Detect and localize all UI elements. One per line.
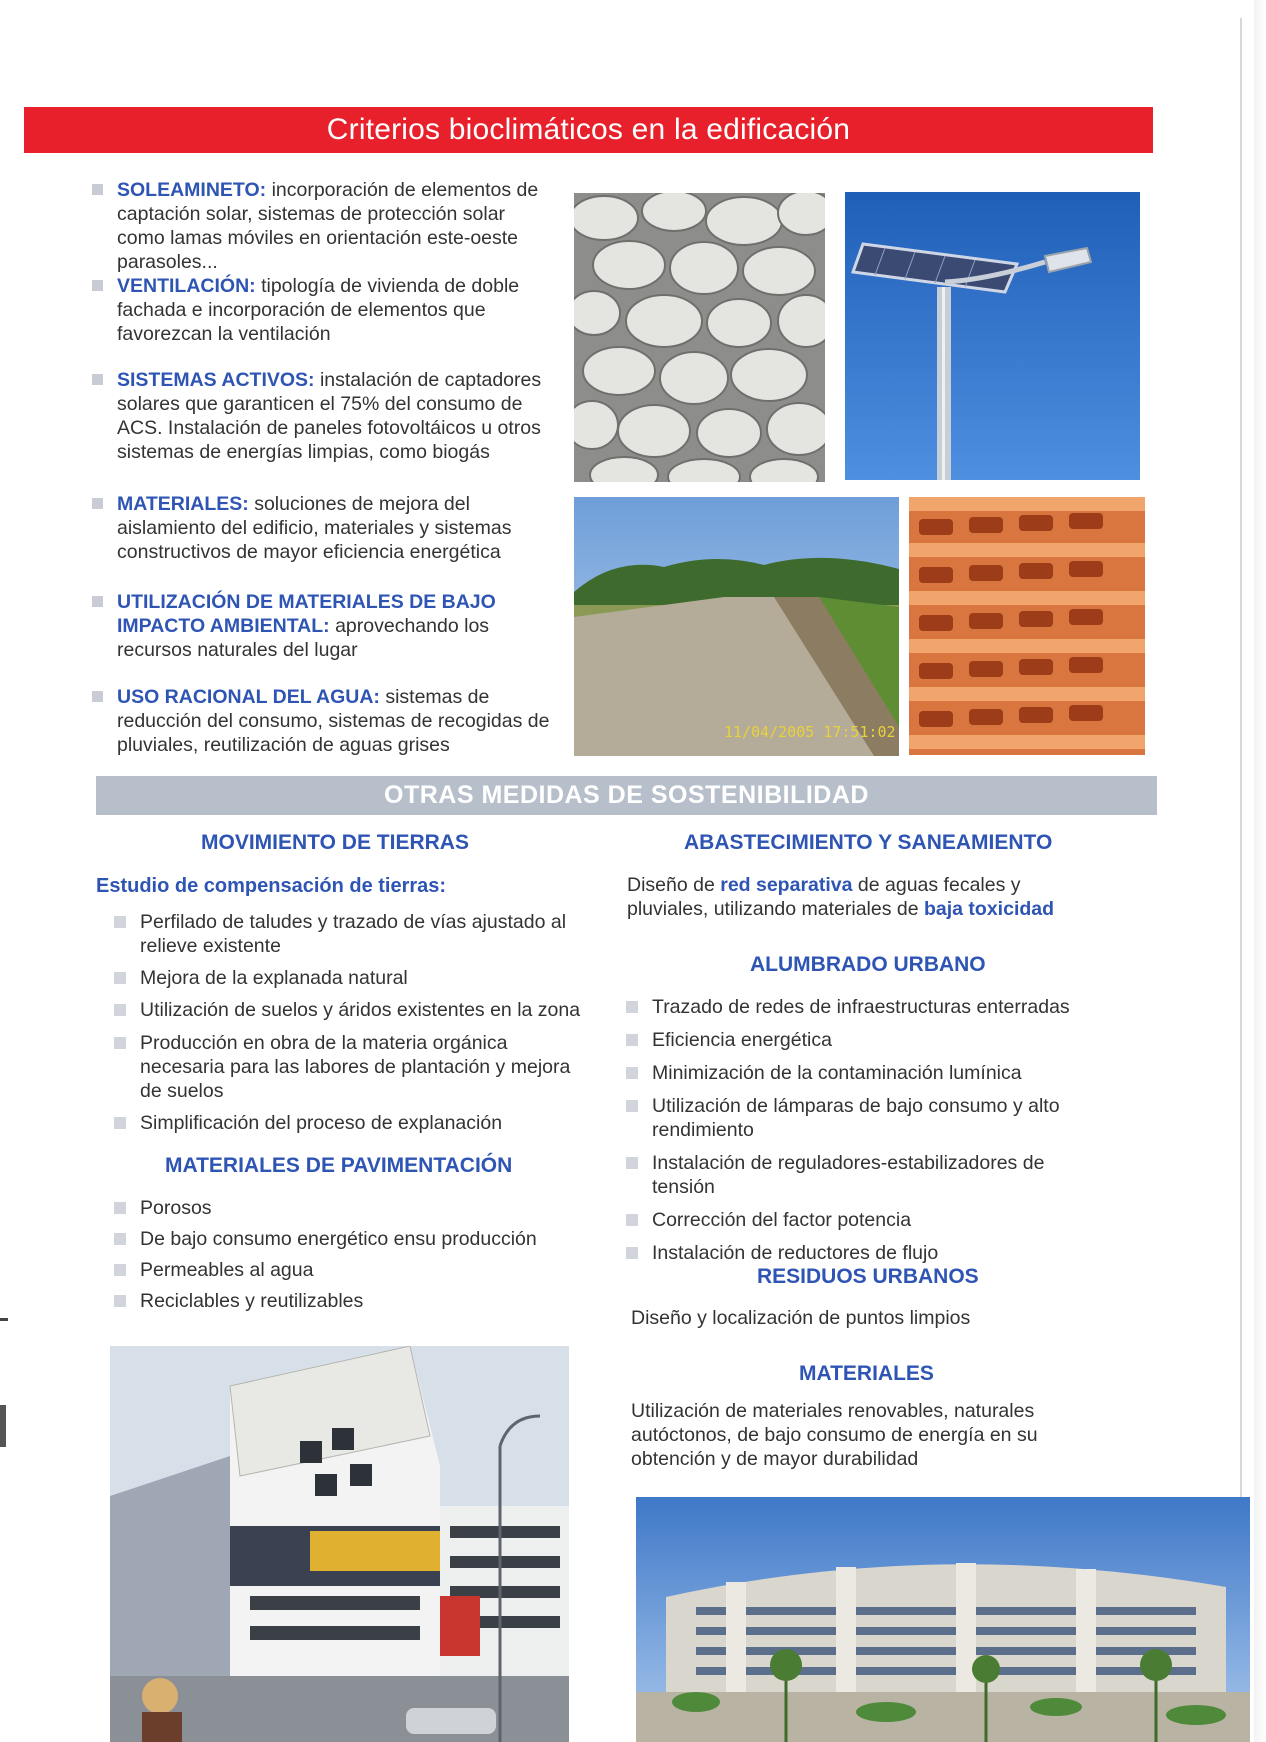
photo-white-stones <box>574 193 825 482</box>
criteria-keyword: USO RACIONAL DEL AGUA: <box>117 686 380 708</box>
scan-mark <box>0 1318 8 1321</box>
keyword-red-separativa: red separativa <box>720 874 853 896</box>
photo-timestamp: 11/04/2005 17:51:02 <box>724 723 896 741</box>
list-item: Porosos <box>114 1196 584 1220</box>
subheading-estudio-compensacion: Estudio de compensación de tierras: <box>96 875 447 897</box>
photo-residential-complex <box>636 1497 1250 1742</box>
photo-solar-streetlight <box>845 192 1140 480</box>
bullet-square-icon <box>92 691 103 702</box>
list-item: Instalación de reguladores-estabilizadores de tensión <box>626 1151 1096 1199</box>
scan-mark <box>0 1405 6 1447</box>
list-item: Producción en obra de la materia orgánica necesaria para las labores de plantación y mejora de suelos <box>114 1031 584 1103</box>
bullet-square-icon <box>626 1034 638 1046</box>
criteria-keyword: SISTEMAS ACTIVOS: <box>117 369 315 391</box>
bullet-square-icon <box>92 596 103 607</box>
bullet-square-icon <box>114 916 126 928</box>
page-title: Criterios bioclimáticos en la edificación <box>24 107 1153 153</box>
criteria-keyword: UTILIZACIÓN DE MATERIALES DE BAJO IMPACTO AMBIENTAL: <box>117 591 496 637</box>
bullet-square-icon <box>626 1247 638 1259</box>
criteria-text: sistemas de reducción del consumo, sistemas de recogidas de pluviales, reutilización de aguas grises <box>117 686 550 756</box>
heading-alumbrado-urbano: ALUMBRADO URBANO <box>750 953 986 976</box>
bullet-square-icon <box>114 1037 126 1049</box>
section-title-band: OTRAS MEDIDAS DE SOSTENIBILIDAD <box>96 776 1157 815</box>
bullet-square-icon <box>114 1233 126 1245</box>
list-item: Utilización de lámparas de bajo consumo y alto rendimiento <box>626 1094 1096 1142</box>
list-item: Reciclables y reutilizables <box>114 1289 584 1313</box>
materiales-text: Utilización de materiales renovables, naturales autóctonos, de bajo consumo de energía en su obtención y de mayor durabilidad <box>631 1400 1038 1470</box>
heading-movimiento-tierras: MOVIMIENTO DE TIERRAS <box>201 831 469 854</box>
bullet-square-icon <box>92 184 103 195</box>
photo-earth-road <box>574 497 899 756</box>
page-edge <box>1240 18 1242 1742</box>
criteria-text: instalación de captadores solares que garanticen el 75% del consumo de ACS. Instalación de paneles fotovoltáicos u otros sistemas de energías limpias, como biogás <box>117 369 542 463</box>
photo-modern-building <box>110 1346 569 1742</box>
criteria-keyword: MATERIALES: <box>117 493 249 515</box>
page-edge-shadow <box>1254 0 1266 1742</box>
photo-clay-bricks <box>909 497 1145 755</box>
list-item: Permeables al agua <box>114 1258 584 1282</box>
criteria-text: soluciones de mejora del aislamiento del edificio, materiales y sistemas constructivos de mayor eficiencia energética <box>117 493 512 563</box>
bullet-square-icon <box>626 1214 638 1226</box>
criteria-item-sistemas-activos <box>92 368 552 464</box>
list-item: Perfilado de taludes y trazado de vías ajustado al relieve existente <box>114 910 584 958</box>
bullet-square-icon <box>626 1001 638 1013</box>
bullet-square-icon <box>114 1202 126 1214</box>
bullet-square-icon <box>92 280 103 291</box>
list-item: Utilización de suelos y áridos existentes en la zona <box>114 998 584 1022</box>
bullet-square-icon <box>626 1100 638 1112</box>
list-item: Simplificación del proceso de explanación <box>114 1111 584 1135</box>
list-item: Instalación de reductores de flujo <box>626 1241 1096 1265</box>
bullet-square-icon <box>92 498 103 509</box>
list-item: Trazado de redes de infraestructuras enterradas <box>626 995 1096 1019</box>
bullet-square-icon <box>92 374 103 385</box>
criteria-item-materiales <box>92 492 552 564</box>
keyword-baja-toxicidad: baja toxicidad <box>924 898 1055 920</box>
bullet-square-icon <box>626 1067 638 1079</box>
criteria-keyword: VENTILACIÓN: <box>117 275 256 297</box>
criteria-item-bajo-impacto <box>92 590 552 662</box>
bullet-square-icon <box>114 972 126 984</box>
bullet-square-icon <box>114 1264 126 1276</box>
bullet-square-icon <box>114 1004 126 1016</box>
heading-materiales-pavimentacion: MATERIALES DE PAVIMENTACIÓN <box>165 1154 513 1177</box>
residuos-text: Diseño y localización de puntos limpios <box>631 1307 971 1329</box>
criteria-item-agua <box>92 685 552 757</box>
heading-residuos-urbanos: RESIDUOS URBANOS <box>757 1265 979 1288</box>
bullet-square-icon <box>626 1157 638 1169</box>
pavimentacion-list <box>114 1196 584 1313</box>
list-item: Corrección del factor potencia <box>626 1208 1096 1232</box>
criteria-text: incorporación de elementos de captación solar, sistemas de protección solar como lamas móviles en orientación este-oeste parasoles... <box>117 179 539 273</box>
list-item: Eficiencia energética <box>626 1028 1096 1052</box>
heading-abastecimiento: ABASTECIMIENTO Y SANEAMIENTO <box>684 831 1053 854</box>
alumbrado-list <box>626 995 1096 1265</box>
criteria-text: tipología de vivienda de doble fachada e incorporación de elementos que favorezcan la ventilación <box>117 275 520 345</box>
list-item: Mejora de la explanada natural <box>114 966 584 990</box>
criteria-keyword: SOLEAMINETO: <box>117 179 267 201</box>
criteria-item-ventilacion <box>92 274 552 346</box>
criteria-item-soleamiento <box>92 178 552 274</box>
movimiento-list <box>114 910 584 1135</box>
abastecimiento-text: Diseño de red separativa de aguas fecales y pluviales, utilizando materiales de baja toxicidad <box>627 874 1055 920</box>
heading-materiales: MATERIALES <box>799 1362 934 1385</box>
list-item: Minimización de la contaminación lumínica <box>626 1061 1096 1085</box>
bullet-square-icon <box>114 1295 126 1307</box>
bullet-square-icon <box>114 1117 126 1129</box>
criteria-text: aprovechando los recursos naturales del lugar <box>117 615 490 661</box>
list-item: De bajo consumo energético ensu producción <box>114 1227 584 1251</box>
